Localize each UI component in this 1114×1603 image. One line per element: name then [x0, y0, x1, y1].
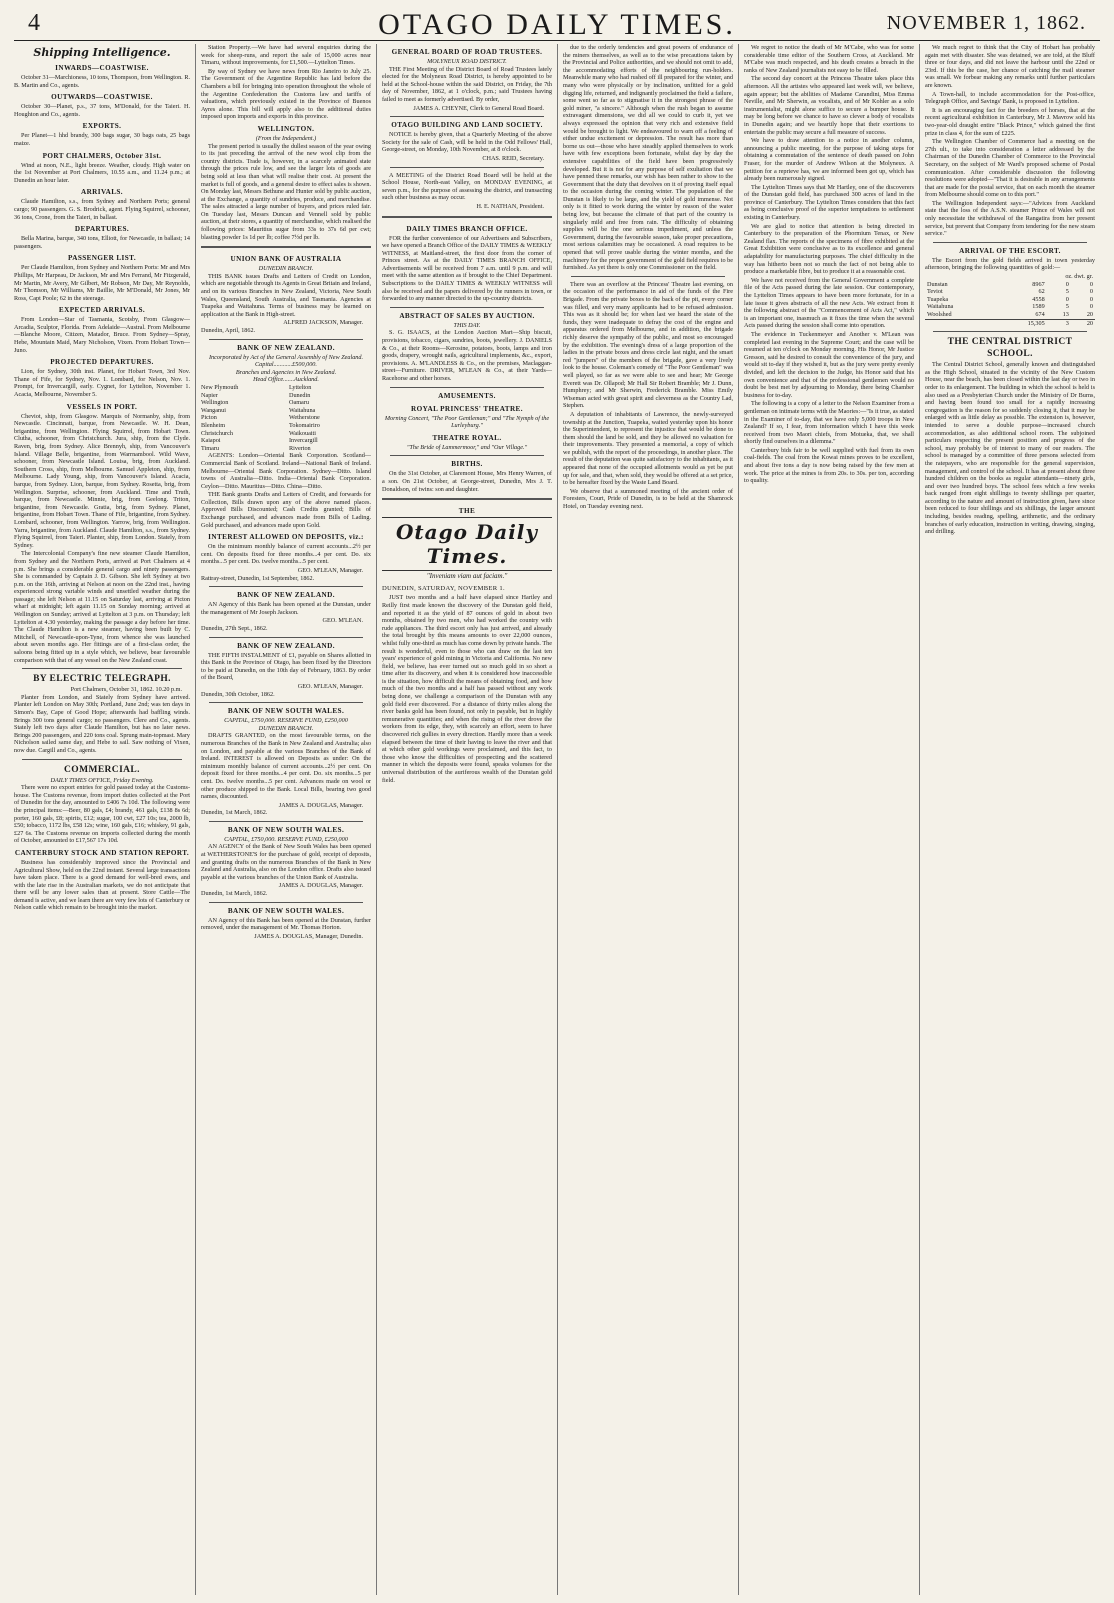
escort-text: The Escort from the gold fields arrived in town yesterday afternoon, bringing the following quantities of gold:—	[925, 256, 1095, 272]
news-supreme-court: The evidence in Tuckenmeyer and Another v. M'Lean was completed last evening in the Supreme Court; and the case will be resumed at ten o'clock on Monday morning. His Honor, Mr Justice Gresson, said he desired to consult the convenience of the jury, and would sit to-day if they wished it, but as the jury were pretty evenly divided, and left the decision to the Judge, his Honor said that his own convenience and that of the professional gentlemen would no doubt be best met by adjourning to Monday, there being Chamber business for to-day.	[744, 330, 914, 399]
wellington-heading: WELLINGTON.	[257, 124, 315, 133]
gold-table-header	[925, 273, 1095, 281]
bnz-capital: Capital............£500,000.	[255, 361, 317, 369]
nsw2-text: AN AGENCY of the Bank of New South Wales has been opened at WETHERSTONE'S for the purchase of gold, receipt of deposits, and granting drafts on the numerous Branches of the Bank in New Zealand and Australia, also on the London office. Drafts also issued payable at the various branches of the Union Bank of Australia.	[201, 843, 371, 881]
union-bank-heading: UNION BANK OF AUSTRALIA	[230, 255, 342, 264]
bnz-date: Rattray-street, Dunedin, 1st September, 1862.	[201, 574, 315, 582]
nsw-capital: CAPITAL, £750,000. RESERVE FUND, £250,000	[224, 717, 348, 725]
news-petition: We have to draw attention to a notice in another column, announcing a public meeting, for the purpose of taking steps for obtaining a commutation of the sentence of death passed on John Fraser, for the murder of Andrew Wilson at the Molyneux. A petition for a reprieve has, we are informed been got up, which has already been numerously signed.	[744, 137, 914, 183]
bnz-signature: GEO. M'LEAN, Manager.	[297, 567, 363, 575]
bnz-branch: Wanganui	[201, 406, 226, 414]
gold-oz: 62	[1038, 288, 1045, 296]
gold-place: Woolshed	[927, 311, 952, 318]
departures-heading: DEPARTURES.	[74, 225, 130, 234]
bnz-branch: Wetherstone	[289, 414, 320, 422]
vessels-text: Cheviot, ship, from Glasgow. Marquis of Normanby, ship, from Newcastle. Cincinnati, barque, from Newcastle. W. H. Dean, brigantine, from Wellington. Flying Squirrel, from Hobart Town. Clutha, schooner, from Christchurch. Jura, ship, from the Clyde. Raven, brig, from Sydney. Alice Brennyh, ship, from Vancouver's Island. Village Belle, brigantine, from Warrnambool. Wild Wave, schooner, from Newcastle Island. Louisa, brig, from Auckland. Southern Cross, ship, from Melbourne. Samuel Appleton, ship, from Melbourne. Lady Young, ship, from Vancouver's Island. Acacia, barque, from Sydney. Lion, barque, from Sydney. Rosetta, brig, from Wellington. Surprise, schooner, from Auckland. Time and Truth, barque, from Newcastle. Minnie, brig, from Geelong. Triton, brigantine, from Newcastle. Gratia, brig, from Sydney. Planet, brigantine, from Hobart Town. Thane of Fife, brigantine, from Sydney. Lombard, schooner, from Wellington. Yarrow, brig, from Wellington. Yarra, brigantine, from Auckland. Claude Hamilton, s.s., from Sydney. Flying Squirrel, from Taieri. Planter, ship, from London. Stately, from Sydney.	[14, 412, 190, 549]
nsw-date: Dunedin, 1st March, 1862.	[201, 809, 268, 817]
projected-text: Lion, for Sydney, 30th inst. Planet, for Hobart Town, 3rd Nov. Thane of Fife, for Sydney, Nov. 1. Lombard, for Nelson, Nov. 1. Prompt, for Invercargill, early. Cygnet, for Lyttelton, November 1. Acacia, Melbourne, November 5.	[14, 368, 190, 399]
gold-gr: 0	[1089, 288, 1093, 296]
bnz-branches-label: Branches and Agencies in New Zealand.	[235, 368, 337, 376]
bnz-branch: Waitahuna	[289, 406, 316, 414]
news-flax: We are glad to notice that attention is being directed in Canterbury to the preparation of the Phormium Tenax, or New Zealand flax. The reports of the specimens of fibre exhibited at the Great Exhibition were conclusive as to its excellence and general adaptability for manufacturing purposes. The chief difficulty in the way has hitherto been not so much the fact of not being able to produce a marketable fibre, but to produce it at a reasonable cost.	[744, 222, 914, 276]
gold-place: Dunstan	[927, 280, 948, 288]
union-bank-date: Dunedin, April, 1862.	[201, 327, 256, 334]
divider	[209, 902, 363, 903]
gold-dwt: 5	[1065, 303, 1069, 311]
gold-place: Waitahuna	[927, 303, 954, 311]
news-town-hall: A Town-hall, to include accommodation for the Post-office, Telegraph Office, and Savings' Bank, is proposed in Lyttelton.	[925, 90, 1095, 106]
foresters-notice: We observe that a summoned meeting of the ancient order of Foresters, Court, Pride of Dunedin, is to be held at the Shamrock Hotel, on Tuesday evening next.	[563, 487, 733, 511]
gold-gr: 20	[1086, 311, 1093, 318]
divider	[22, 668, 182, 669]
column-2	[195, 44, 376, 1595]
union-bank-signature: ALFRED JACKSON, Manager.	[283, 319, 363, 327]
inner-masthead	[382, 507, 552, 581]
news-acts: We have not received from the General Government a complete file of the Acts passed during the late session. Our contemporary, the Lyttelton Times appears to have been more fortunate, for in a late issue it gives abstracts of all the new Acts. We extract from it the following abstract of the "Commencement of Acts Act," which is an important one, inasmuch as it fixes the time when the several Acts passed during the session shall come into operation.	[744, 276, 914, 330]
expected-heading: EXPECTED ARRIVALS.	[58, 306, 146, 315]
divider	[382, 216, 552, 220]
projected-heading: PROJECTED DEPARTURES.	[50, 358, 154, 367]
bnz-branch: Riverton	[289, 444, 311, 452]
interest-text: On the minimum monthly balance of current accounts...2½ per cent. On deposits fixed for three months...4 per cent. Do. six months...5 per cent. Do. twelve months...5 per cent.	[201, 543, 371, 566]
bnz2-signature: GEO. M'LEAN.	[322, 617, 363, 625]
divider	[390, 116, 544, 117]
bnz-branch: Invercargill	[289, 437, 318, 445]
gold-row	[925, 311, 1095, 319]
bnz-branch: Dunedin	[289, 391, 311, 399]
gold-oz: 674	[1035, 311, 1045, 318]
bnz3-heading: BANK OF NEW ZEALAND.	[237, 641, 335, 650]
nsw3-signature: JAMES A. DOUGLAS, Manager, Dunedin.	[254, 932, 363, 940]
bnz2-date: Dunedin, 27th Sept., 1862.	[201, 625, 268, 632]
arrivals-text: Claude Hamilton, s.s., from Sydney and Northern Ports; general cargo; 90 passengers. G. S. Brodrick, agent. Flying Squirrel, schooner, 36 tons, Crone, from the Taieri, in ballast.	[14, 198, 190, 221]
bnz-branch: Blenheim	[201, 421, 226, 429]
bnz-branch: Napier	[201, 391, 218, 399]
telegraph-text: Planter from London, and Stately from Sydney have arrived. Planter left London on May 30th; Portland, June 2nd; was ten days in Simon's Bay, Cape of Good Hope; afterwards had baffling winds. Brings 300 tons general cargo; no passengers. Clere and Co., agents. Stately left two days after Claude Hamilton, but has no later news. Brings 200 passengers, and 220 tons coal. Sprung main-topmast. Mary Nicholson sailed same day, and Hebe to sail. Saw nothing of Vixen, now due. Cargill and Co., agents.	[14, 693, 190, 754]
gold-table	[925, 273, 1095, 327]
nsw-branch: DUNEDIN BRANCH.	[258, 724, 314, 732]
bnz3-date: Dunedin, 30th October, 1862.	[201, 690, 275, 698]
divider	[209, 821, 363, 822]
bnz-branch: Tokomairiro	[289, 421, 320, 429]
divider	[209, 339, 363, 340]
births-text: On the 31st October, at Claremont House, Mrs Henry Warren, of a son. On 21st October, at George-street, Dunedin, Mrs J. T. Donaldson, of twins: son and daughter.	[382, 470, 552, 493]
gold-place: Tuapeka	[927, 295, 949, 303]
wellington-text: The present period is usually the dullest season of the year owing to its just preceding the arrival of the new wool clip from the country districts. Trade is, however, in a scarcely animated state through the prices rule low, and see the larger lots of goods are being sold at less than what will realise their cost. At present the market is full of goods, and a general desire to effect sales is shown. On Monday last, Messrs Bethune and Hunter sold by public auction, at the Exchange, a quantity of sundries, produce, and merchandise. The sales attracted a large number of buyers, and prices ruled fair. On Tuesday last, Messrs Duncan and Vennell sold by public auction, at their stores, a quantity of merchandise, which realised the following prices: Mauritius sugar from 33s to 37s 6d per cwt; blasting powder 1s 1d per lb; coffee 7½d per lb.	[201, 142, 371, 241]
outwards-text: October 30—Planet, p.s., 37 tons, M'Donald, for the Taieri. H. Houghton and Co., agents.	[14, 103, 190, 118]
nsw-heading: BANK OF NEW SOUTH WALES.	[227, 707, 345, 716]
auction-text: S. G. ISAACS, at the London Auction Mart—Ship biscuit, provisions, tobacco, cigars, sundries, boots, jewellery. J. DANIELS & Co., at their Rooms—Kerosine, potatoes, boots, lamps and iron goods, drapery, wrought nails, agricultural implements, &c., export, provisions. A. M'LANDLESS & Co., on the premises, Maclaggan-street—Furniture. DRIVER, M'LEAN & Co., at their Yards—Racehorse and other horses.	[382, 329, 552, 382]
bnz-head-office: Head Office.......Auckland.	[253, 376, 319, 384]
inner-masthead-title: Otago Daily Times.	[382, 517, 552, 571]
telegraph-dateline: Port Chalmers, October 31, 1862. 10.20 p.m.	[70, 686, 182, 694]
amusements-heading: AMUSEMENTS.	[438, 391, 496, 400]
column-1	[14, 44, 195, 1595]
gold-oz: 1589	[1032, 303, 1045, 311]
royal-princess-heading: ROYAL PRINCESS' THEATRE.	[411, 404, 523, 413]
bnz-branch: Oamaru	[289, 399, 309, 407]
inwards-heading: INWARDS—COASTWISE.	[55, 64, 149, 72]
column-3	[376, 44, 557, 1595]
gold-row	[925, 303, 1095, 311]
divider	[933, 242, 1087, 243]
exports-heading: EXPORTS.	[82, 122, 122, 131]
escort-heading: ARRIVAL OF THE ESCORT.	[959, 246, 1061, 255]
column-5	[738, 44, 919, 1595]
divider	[209, 702, 363, 703]
expected-text: From London—Star of Tasmania, Scotsby, From Glasgow—Arcadia, Sculptor, Florida. From Adelaide—Austral. From Melbourne—Blanche Moore, Citizen, Matador, Bruce. From Sydney—Spray, Hebe, Mountain Maid, Mary Nicholson, Vixen. From Hobart Town—Juno.	[14, 316, 190, 354]
gold-dwt: 5	[1065, 288, 1069, 296]
columns	[14, 44, 1100, 1595]
produce-heading: CANTERBURY STOCK AND STATION REPORT.	[14, 848, 190, 857]
divider	[209, 637, 363, 638]
news-mccabe: We regret to notice the death of Mr M'Cabe, who was for some considerable time editor of the Southern Cross, at Auckland. Mr M'Cabe was much respected, and his death creates a breach in the ranks of New Zealand journalists not easy to be filled.	[744, 44, 914, 74]
vessels-heading: VESSELS IN PORT.	[66, 402, 138, 411]
bnz-terms: THE Bank grants Drafts and Letters of Credit, and forwards for Collection, Bills drawn upon any of the above named places. Approved Bills Discounted; Cash Credits granted; Bills of Exchange purchased, and advances made from Bills of Lading. Gold purchased, and advances made upon Gold.	[201, 491, 371, 529]
column-6	[919, 44, 1100, 1595]
port-heading: PORT CHALMERS, October 31st.	[42, 151, 162, 160]
news-hartley: The Lyttelton Times says that Mr Hartley, one of the discoverers of the Dunstan gold field, has purchased 300 acres of land in the province of Canterbury. The Lyttelton Times considers that this fact as being conclusive proof of the superior temptations to settlement existing in Canterbury.	[744, 183, 914, 222]
gold-row	[925, 296, 1095, 304]
bnz-branch-list	[201, 384, 371, 452]
gold-place: Teviot	[927, 288, 943, 296]
nsw3-heading: BANK OF NEW SOUTH WALES.	[227, 906, 345, 915]
divider	[390, 387, 544, 388]
building-society-text: NOTICE is hereby given, that a Quarterly Meeting of the above Society for the sale of Cash, will be held in the Odd Fellows' Hall, George-street, on Monday, 10th November, at 8 o'clock.	[382, 131, 552, 154]
nsw2-signature: JAMES A. DOUGLAS, Manager.	[278, 882, 363, 890]
wellington-source: (From the Independent.)	[255, 134, 317, 142]
nsw2-capital: CAPITAL, £750,000. RESERVE FUND, £250,000	[224, 835, 348, 843]
nsw2-heading: BANK OF NEW SOUTH WALES.	[227, 825, 345, 834]
bnz2-text: AN Agency of this Bank has been opened at the Dunstan, under the management of Mr Joseph Jackson.	[201, 601, 371, 616]
road-trustees-text: THE First Meeting of the District Board of Road Trustees lately elected for the Molyneux Road District, is hereby appointed to be held at the School-house within the said District, on Friday, the 7th day of November, 1862, at 1 o'clock, p.m.; said Trustees having failed to meet as formerly advertised. By order,	[382, 65, 552, 103]
theatre-royal-text: "The Bride of Lammermoor," and "Our Village."	[406, 443, 528, 451]
union-bank-branch: DUNEDIN BRANCH.	[258, 265, 314, 273]
road-board-signature: H. E. NATHAN, President.	[476, 202, 544, 210]
editorial-continued: due to the orderly tendencies and great powers of endurance of the miners themselves, as well as to the wise precautions taken by the Provincial and Police authorities, and we should not omit to add, the accommodating efforts of the neighbouring run-holders. Meanwhile many who had rushed off ill prepared for the winter, and many who were physically or by inclination, unfitted for a gold digging life, returned, and indignantly proclaimed the field a failure, some went so far as to stigmatise it in the strongest phrase of the gold miner, "a sincere." Although when the rush began to assume extravagant dimensions, we did all we could to curb it, yet we always expressed the opinion that very rich and extensive field would be brought to light. We endeavoured to warn off a feeling of either undue excitement or depression. The result has more than borne us out—those who have steadily applied themselves to work have with few exceptions been fortunate, whilst day by day the extensive capabilities of the field have been progressively developed. But it is not for any purpose of self exultation that we have penned these remarks, our wish has been rather to show to the Government that the duty that devolves on it of proving itself equal to the occasion during the coming winter. The population of the Dunstan is likely to be large, and the yield of gold immense. Not only is it fitted to work during the winter by reason of the water being low, but because the climate of that part of the country is singularly mild and free from rain. The difficulty of obtaining supplies will be the one serious impediment, and unless the Government, during the favourable season, take proper precautions, most serious calamities may be occasioned. A road requires to be opened that will prove usable during the winter months, and the machinery for the proper government of the gold field requires to be furnished. As yet there is only one Commissioner on the field.	[563, 44, 733, 272]
divider	[209, 586, 363, 587]
gold-oz: 4558	[1032, 295, 1045, 303]
news-city-of-hobart: We much regret to think that the City of Hobart has probably again met with disaster. She was detained, we are told, at the Bluff three or four days, and did not leave the harbour until the 22nd or 23rd. If this be the case, her chance of catching the mail steamer was small. We forbear making any remarks until further particulars are known.	[925, 44, 1095, 89]
arrivals-heading: ARRIVALS.	[80, 188, 123, 197]
editorial-text: JUST two months and a half have elapsed since Hartley and Reilly first made known the discovery of the Dunstan gold field, and reported it as the yield of 87 ounces of gold in about two months, obtained by two men, who had worked the country with rude appliances. The third escort only has just arrived, and already the total brought by this means amounts to over 22,000 ounces, whilst fully one-third as much has come down by private hands. The result is wonderful, even to those who can draw on the last ten years' experience of gold mining in Victoria and California. No new field, we believe, has ever turned out so much gold in so short a time after its discovery, and when it is considered how inaccessible is the situation, how difficult the means of obtaining food, and how much of the two months and a half has passed without any work being done, we challenge a comparison of the Dunstan with any gold field ever discovered. For a distance of thirty miles along the river banks gold has been found, not only in payable, but in highly remunerative quantities; and when the rising of the river drove the workers from its edge, they, with scarcely an effort, seem to have discovered rich gullies in every direction. Hardly more than a week elapsed between the time of their having to leave the river and that at which other gold workings were proclaimed, and this fact, to those who know the difficulties of prospecting and the scattered manner in which the deposits were found, speaks volumes for the universal distribution of the auriferous wealth of the Dunstan gold field.	[382, 594, 552, 784]
births-heading: BIRTHS.	[451, 460, 483, 469]
shipping-story: The Intercolonial Company's fine new steamer Claude Hamilton, from Sydney and the Northern Ports, arrived at Port Chalmers at 4 p.m. She brings a considerable general cargo and ninety passengers. She is commanded by Captain J. D. Gibson. She left Sydney at two p.m. on the 16th, arriving at Nelson at noon on the 22nd inst., having experienced strong variable winds and unsettled weather during the passage; she left Nelson at 11.15 on Saturday last, arriving at Picton wharf at midnight; left again 11.15 on Sunday morning; arrived at Wellington on Sunday; arrived at Lyttelton at 3 p.m. on Thursday; left Lyttelton at 4.30 yesterday, making the passage a day before her time. The Claude Hamilton is a new steamer, having been built by C. Mitchell, of Newcastle-upon-Tyne, from whence she was launched about seven months ago. Her fittings are of a first-class order, the saloons being fitted up in a style which, we believe, bear favourable comparison with that of any vessel on the New Zealand coast.	[14, 550, 190, 664]
school-heading: THE CENTRAL DISTRICT SCHOOL.	[947, 337, 1073, 360]
inwards-text: October 31—Marchioness, 10 tons, Thompson, from Wellington. R. B. Martin and Co., agents.	[14, 74, 190, 89]
page-number: 4	[28, 10, 40, 36]
bnz-branch: Christchurch	[201, 429, 233, 437]
gold-row	[925, 288, 1095, 296]
telegraph-heading: BY ELECTRIC TELEGRAPH.	[33, 674, 171, 685]
deputation-report: A deputation of inhabitants of Lawrence, the newly-surveyed township at the Junction, Tuapeka, waited yesterday upon his honor the Superintendent, to represent the injustice that would be done to them should the land be sold, and they be allowed no valuation for their improvements. They presented a memorial, a copy of which we publish, with the report of the proceedings, in another place. The result of the deputation was quite satisfactory to the inhabitants, as it appeared that none of the occupied allotments would as yet be put up for sale, and that, when sold, they would be offered at a set price, to be hereafter fixed by the Waste Land Board.	[563, 410, 733, 487]
sydney-text: By way of Sydney we have news from Rio Janeiro to July 25. The Government of the Argentine Republic has laid before the Chambers a bill for bringing into operation throughout the whole of the Argentine Confederation the Customs law and tariffs of valuations, which previously existed in the Province of Buenos Ayres alone. This bill will apply also to the additional duties imposed upon imports and exports in this province.	[201, 67, 371, 121]
exports-text: Per Planet—1 hhd brandy, 300 bags sugar, 30 bags oats, 25 bags maize.	[14, 132, 190, 147]
station-text: Station Property.—We have had several enquiries during the week for sheep-runs, and report the sale of 15,000 acres near Timaru, without improvements, for £1,500.—Lyttelton Times.	[201, 44, 371, 67]
interest-heading: INTEREST ALLOWED ON DEPOSITS, viz.:	[208, 533, 364, 542]
issue-date: NOVEMBER 1, 1862.	[886, 12, 1086, 34]
produce-text: Business has considerably improved since the Provincial and Agricultural Show, held on the 22nd instant. Several large transactions have taken place. There is a good demand for well-bred ewes, and with the late rise in the Australian markets, we do not anticipate that there will be any lower sales than at present. Store Cattle—The demand is active, and we learn there are very few lots of Canterbury or Nelson cattle which remain to be brought into the market.	[14, 858, 190, 912]
gold-total-oz: 15,305	[997, 319, 1047, 327]
branch-office-text: FOR the further convenience of our Advertisers and Subscribers, we have opened a Branch Office of the DAILY TIMES & WEEKLY WITNESS, at Maitland-street, the first door from the corner of Princes street. As at the DAILY TIMES BRANCH OFFICE, Advertisements will be received from 7 a.m. until 9 p.m. and will meet with the same attention as if brought to the Chief Department. Subscriptions to the DAILY TIMES & WEEKLY WITNESS will also be received and the papers delivered by the runners in town, or forwarded to any manner directed to the up-country districts.	[382, 234, 552, 303]
gold-units: oz. dwt. gr.	[1065, 273, 1093, 281]
gold-total-gr: 20	[1071, 319, 1095, 327]
auction-heading: ABSTRACT OF SALES BY AUCTION.	[399, 311, 535, 320]
bnz-branch: Wellington	[201, 399, 229, 407]
gold-row	[925, 281, 1095, 289]
divider	[390, 455, 544, 456]
bnz-branch: Waikouaiti	[289, 429, 316, 437]
newspaper-title: OTAGO DAILY TIMES.	[378, 8, 736, 41]
commercial-heading: COMMERCIAL.	[64, 764, 140, 775]
gold-gr: 0	[1089, 295, 1093, 303]
news-letter: The following is a copy of a letter to the Nelson Examiner from a gentleman on intimate terms with the Maories:—"Is it true, as stated in the Examiner of to-day, that we have only 5,000 troops in New Zealand? If so, I fear, from information which I have this week received from two Maori chiefs, from Motueka, that, we shall shortly find ourselves in a dilemma."	[744, 400, 914, 446]
news-horses: It is an encouraging fact for the breeders of horses, that at the recent agricultural exhibition in Canterbury, Mr J. Mavrow sold his two-year-old draught entire "Black Prince," which gained the first prize in class 4, for the sum of £225.	[925, 106, 1095, 137]
gold-dwt: 13	[1062, 311, 1069, 318]
editorial-dateline: DUNEDIN, SATURDAY, NOVEMBER 1.	[382, 584, 505, 592]
road-board-meeting-text: A MEETING of the District Road Board will be held at the School House, North-east Valley, on MONDAY EVENING, at seven p.m., for the purpose of assessing the district, and transacting such other business as may occur.	[382, 171, 552, 202]
news-concert: The second day concert at the Princess Theatre takes place this afternoon. All the artistes who appeared last week will, we believe, again appear; but the abilities of Madame Carandini, Miss Emma Neville, and Mr Sherwin, as vocalists, and of Mr Kohler as a solo instrumentalist, might alone suffice to secure a bumper house. It may be long before we chance to have so clever a body of vocalists in Dunedin again; and we heartily hope that their exertions to entertain the public may secure a full measure of success.	[744, 75, 914, 136]
shipping-heading: Shipping Intelligence.	[33, 46, 171, 59]
road-trustees-signature: JAMES A. CHEYNE, Clerk to General Road Board.	[413, 104, 544, 112]
divider	[390, 307, 544, 308]
divider	[571, 276, 725, 277]
bnz3-text: THE FIFTH INSTALMENT of £1, payable on Shares allotted in this Bank in the Province of Otago, has been fixed by the Directors to be paid at Dunedin, on the 10th day of February, 1863. By order of the Board,	[201, 651, 371, 682]
bnz2-heading: BANK OF NEW ZEALAND.	[237, 591, 335, 600]
nsw-text: DRAFTS GRANTED, on the most favourable terms, on the numerous Branches of the Bank in New Zealand and Australia; also on London, and payable at the various Branches of the Bank of Ireland. INTEREST is allowed on Deposits as under: On the minimum monthly balance of current accounts...2½ per cent. On deposit fixed for three months...4 per cent. Do. six months...5 per cent. Do. twelve months...5 per cent. Advances made on wool or other produce shipped to the Bank. Local Bills, bearing two good names, discounted.	[201, 732, 371, 801]
divider	[22, 759, 182, 760]
passenger-text: Per Claude Hamilton, from Sydney and Northern Ports: Mr and Mrs Phillips, Mr Harpeau, Dr Jackson, Mr and Mrs Ferrand, Mr Fitzgerald, Mr Martin, Mr Avery, Mr Gilbert, Mr Robson, Mr Day, Mr Reynolds, Mr Thomson, Mr Williams, Mr Baillie, Mr M'Donald, Mr Jones, Mr Ross, Capt Poole; 62 in the steerage.	[14, 264, 190, 302]
bnz-branch: Kaiapoi	[201, 437, 221, 445]
news-independent: The Wellington Independent says:—"Advices from Auckland state that the loss of the A.S.N. steamer Prince of Wales will not only necessitate the withdrawal of the Rangatira from her present service, but prevent that Company from tendering for the new steam service."	[925, 199, 1095, 238]
school-text: The Central District School, generally known and distinguished as the High School, situated in the vicinity of the New Custom House, near the beach, has been closed within the last day or two in order to its enlargement. The building in which the school is held is also used as a Presbyterian Church under the Ministry of Dr Burns, and having been found too small for a rapidly increasing congregation is the reason for so suddenly closing it, that it may be enlarged with as little delay as possible. The extension is, however, intended to serve a double purpose—increased church accommodation, as also additional school room. The subjoined particulars respecting the present position and progress of the school, may probably be of interest to many of our readers. The school is managed by a committee of three persons selected from the ratepayers, who are responsible for the general supervision, management, and control of the school. It has at present about three hundred children on the books as regular attendants—ninety girls, and over two hundred boys. The school fees which a few weeks back ranged from eight shillings to twenty shillings per quarter, according to the nature and amount of instruction given, have since been reduced to four shillings and six shillings, the larger amount including, besides reading, spelling, arithmetic, and the ordinary branches of early education, instruction in writing, drawing, singing, and drilling.	[925, 361, 1095, 536]
road-trustees-heading: GENERAL BOARD OF ROAD TRUSTEES.	[391, 48, 543, 56]
divider	[201, 246, 371, 250]
news-chamber: The Wellington Chamber of Commerce had a meeting on the 27th ult., to take into consideration a letter addressed by the Chairman of the Dunedin Chamber of Commerce to the Provincial Secretary, on the subject of Mr Ward's proposed scheme of Postal communication. After considerable discussion the following resolutions were adopted—"That it is desirable in any arrangements that are made for the postal service, that on each month the steamer from Melbourne should come on to this port."	[925, 138, 1095, 199]
divider	[382, 498, 552, 502]
news-coal: Canterbury bids fair to be well supplied with fuel from its own coal-fields. The coal from the Kowai mines proves to be excellent, and about five tons a day is now being raised by the few men at work. The price at the mines is from 20s. to 30s. per ton, according to quality.	[744, 446, 914, 485]
gold-total-dwt: 3	[1047, 319, 1071, 327]
gold-dwt: 0	[1065, 280, 1069, 288]
gold-dwt: 0	[1065, 295, 1069, 303]
gold-total-row	[925, 319, 1095, 327]
gold-gr: 0	[1089, 280, 1093, 288]
theatre-report: There was an overflow at the Princess' Theatre last evening, on the occasion of the performance in aid of the funds of the Fire Brigade. From the private boxes to the back of the pit, every corner was filled, and very many applicants had to be refused admission. This was as it should be; for when last we heard the state of the funds, they were inadequate to defray the cost of the engine and apparatus ordered from Melbourne, and in addition, the brigade richly deserve the sympathy of the public, and most so encouraged by the exhibition. The evening's dress of a large proportion of the ladies in the private boxes and dress circle last night, and the smart red "jumpers" of the members of the brigade, gave a very lively look to the house. Coleman's comedy of "The Poor Gentleman" was well played, so far as we were able to see and hear; Mr George Everett was Dr. Ollapod; Mr Hall Sir Robert Bramble; Mr J. Dunn, Humphrey; and Mr Sherwin, Frederick Bramble. Miss Emily Wiseman acted with great spirit and cleverness as the Country Lad, Stephen.	[563, 280, 733, 410]
divider	[390, 167, 544, 168]
outwards-heading: OUTWARDS—COASTWISE.	[51, 93, 153, 102]
building-society-signature: CHAS. REID, Secretary.	[482, 154, 544, 162]
bnz-agents: AGENTS: London—Oriental Bank Corporation. Scotland—Commercial Bank of Scotland. Ireland—National Bank of Ireland. Melbourne—Oriental Bank Corporation. Sydney—Ditto. Island towns of Australia—Ditto. India—Oriental Bank Corporation. Ceylon—Ditto. Mauritius—Ditto. China—Ditto.	[201, 452, 371, 490]
column-4	[557, 44, 738, 1595]
port-text: Wind at noon, N.E., light breeze. Weather, cloudy. High water on the 1st November at Port Chalmers, 10.55 a.m., and 11.24 p.m.; at Dunedin an hour later.	[14, 161, 190, 184]
nsw-signature: JAMES A. DOUGLAS, Manager.	[278, 801, 363, 809]
royal-princess-text: Morning Concert, "The Poor Gentleman;" and "The Nymph of the Lurleyburg."	[384, 414, 550, 430]
road-district: MOLYNEUX ROAD DISTRICT.	[427, 58, 507, 65]
commercial-dateline: DAILY TIMES OFFICE, Friday Evening.	[50, 776, 154, 784]
masthead-motto: "Inveniam viam aut faciam."	[426, 572, 508, 581]
gold-oz: 8967	[1032, 280, 1045, 288]
departures-text: Bella Marina, barque, 340 tons, Elliott, for Newcastle, in ballast; 14 passengers.	[14, 235, 190, 250]
inner-masthead-the: THE	[458, 507, 476, 516]
union-bank-text: THIS BANK issues Drafts and Letters of Credit on London, which are negotiable through its Agents in Great Britain and Ireland, and on its various Branches in New Zealand, Victoria, New South Wales, Queensland, South Australia, and Tasmania. Agencies at Tuapeka and Waitahuna. Terms of business may be learned on application at the Bank in High-street.	[201, 272, 371, 318]
nsw2-date: Dunedin, 1st March, 1862.	[201, 890, 268, 898]
bnz-heading: BANK OF NEW ZEALAND.	[237, 343, 335, 352]
bnz-branch: Timaru	[201, 444, 219, 452]
gold-table-body	[925, 281, 1095, 319]
nsw3-text: AN Agency of this Bank has been opened at the Dunstan, further removed, under the management of Mr. Thomas Horton.	[201, 916, 371, 932]
auction-subheading: THIS DAY.	[453, 321, 481, 329]
bnz-branch: Lyttelton	[289, 383, 312, 391]
gold-gr: 0	[1089, 303, 1093, 311]
commercial-text: There were no export entries for gold passed today at the Customs-house. The Customs revenue, from import duties collected at the Port of Dunedin for the day, amounted to £406 7s 10d. The following were the principal items:—Beer, 80 gals, £4; brandy, 461 gals, £138 8s 6d; porter, 160 gals, £8; spirits, £12; sugar, 100 cwt, £27 10s; tea, 2000 lb, £50; tobacco, 1172 lbs, £58 12s; wine, 160 gals, £16; whiskey, 91 gals, £27 6s. The Customs revenue on imports collected during the month of October, amounted to £17,567 17s 10d.	[14, 784, 190, 845]
bnz-branch: New Plymouth	[201, 383, 239, 391]
building-society-heading: OTAGO BUILDING AND LAND SOCIETY.	[391, 121, 543, 130]
passenger-heading: PASSENGER LIST.	[67, 254, 137, 263]
divider	[933, 331, 1087, 332]
bnz3-signature: GEO. M'LEAN, Manager.	[297, 682, 363, 690]
bnz-branch: Picton	[201, 414, 217, 422]
branch-office-heading: DAILY TIMES BRANCH OFFICE.	[406, 224, 528, 233]
bnz-incorporation: Incorporated by Act of the General Assembly of New Zealand.	[208, 353, 364, 361]
masthead	[14, 6, 1100, 41]
theatre-royal-heading: THEATRE ROYAL.	[432, 433, 502, 442]
